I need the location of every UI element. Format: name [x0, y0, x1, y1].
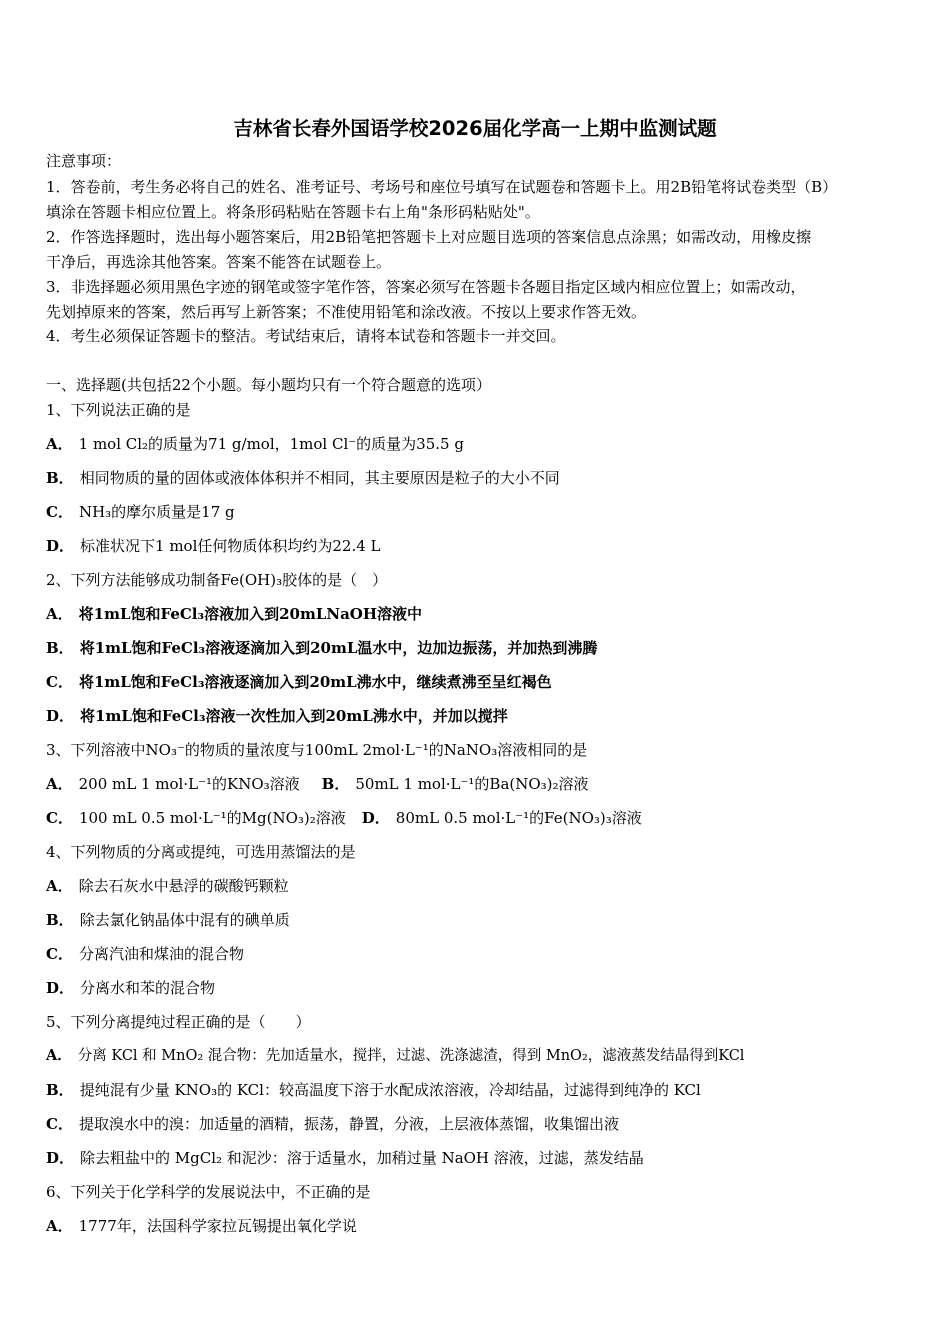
option-label: B． — [46, 639, 74, 657]
question-stem: 3、下列溶液中NO₃⁻的物质的量浓度与100mL 2mol·L⁻¹的NaNO₃溶液相同的是 — [46, 741, 588, 759]
option-text: 将1mL饱和FeCl₃溶液逐滴加入到20mL温水中，边加边振荡，并加热到沸腾 — [79, 639, 598, 657]
option-line — [46, 910, 290, 930]
notice-line: 2．作答选择题时，选出每小题答案后，用2B铅笔把答题卡上对应题目选项的答案信息点涂黑；如需改动，用橡皮擦 — [46, 228, 812, 246]
option-text: 提纯混有少量 KNO₃的 KCl：较高温度下溶于水配成浓溶液，冷却结晶，过滤得到纯净的 KCl — [79, 1081, 701, 1099]
option-label: A． — [46, 877, 73, 895]
option-line — [46, 978, 215, 998]
question-stem: 5、下列分离提纯过程正确的是（ ） — [46, 1013, 311, 1031]
option-line — [46, 944, 244, 964]
option-text: 50mL 1 mol·L⁻¹的Ba(NO₃)₂溶液 — [355, 775, 589, 793]
question-stem: 4、下列物质的分离或提纯，可选用蒸馏法的是 — [46, 843, 356, 861]
question-stem: 6、下列关于化学科学的发展说法中，不正确的是 — [46, 1183, 371, 1201]
option-label: D． — [46, 1149, 75, 1167]
option-line — [46, 1216, 357, 1236]
option-label: B． — [46, 469, 74, 487]
document-title: 吉林省长春外国语学校2026届化学高一上期中监测试题 — [233, 117, 717, 140]
option-line — [46, 774, 589, 794]
option-label: C． — [46, 503, 73, 521]
option-label: D． — [46, 707, 75, 725]
option-text: 80mL 0.5 mol·L⁻¹的Fe(NO₃)₃溶液 — [395, 809, 642, 827]
option-line — [46, 1046, 744, 1066]
option-text: 除去石灰水中悬浮的碳酸钙颗粒 — [78, 877, 289, 895]
option-label: D． — [46, 537, 75, 555]
option-label: C． — [46, 945, 73, 963]
option-label: B． — [46, 911, 74, 929]
option-text: 1 mol Cl₂的质量为71 g/mol，1mol Cl⁻的质量为35.5 g — [78, 435, 464, 453]
option-line — [46, 1080, 701, 1100]
option-text: 分离 KCl 和 MnO₂ 混合物：先加适量水，搅拌，过滤、洗涤滤渣，得到 MnO₂，滤液蒸发结晶得到KCl — [77, 1048, 745, 1064]
option-line — [46, 1114, 619, 1134]
option-line — [46, 876, 289, 896]
option-label: A． — [46, 1047, 72, 1064]
question-stem: 2、下列方法能够成功制备Fe(OH)₃胶体的是（ ） — [46, 571, 388, 589]
option-label: B． — [46, 1081, 74, 1099]
option-label: B． — [321, 775, 350, 793]
option-label: A． — [46, 435, 73, 453]
option-text: 100 mL 0.5 mol·L⁻¹的Mg(NO₃)₂溶液 — [78, 809, 346, 827]
option-line — [46, 434, 464, 454]
notice-line: 3．非选择题必须用黑色字迹的钢笔或签字笔作答，答案必须写在答题卡各题目指定区域内相应位置上；如需改动， — [46, 278, 806, 296]
option-line — [46, 808, 642, 828]
notice-line: 1．答卷前，考生务必将自己的姓名、准考证号、考场号和座位号填写在试题卷和答题卡上。用2B铅笔将试卷类型（B） — [46, 178, 838, 196]
option-line — [46, 1148, 644, 1168]
option-text: 分离水和苯的混合物 — [80, 979, 216, 997]
option-line — [46, 536, 381, 556]
option-label: D． — [361, 809, 390, 827]
option-text: NH₃的摩尔质量是17 g — [78, 503, 235, 521]
option-text: 分离汽油和煤油的混合物 — [78, 945, 244, 963]
question-stem: 1、下列说法正确的是 — [46, 401, 191, 419]
option-text: 提取溴水中的溴：加适量的酒精，振荡，静置，分液，上层液体蒸馏，收集馏出液 — [78, 1115, 619, 1133]
option-label: C． — [46, 673, 73, 691]
option-line — [46, 604, 422, 624]
option-text: 除去粗盐中的 MgCl₂ 和泥沙：溶于适量水，加稍过量 NaOH 溶液，过滤，蒸发结晶 — [80, 1149, 644, 1167]
option-text: 1777年，法国科学家拉瓦锡提出氧化学说 — [78, 1217, 357, 1235]
option-text: 除去氯化钠晶体中混有的碘单质 — [79, 911, 290, 929]
notice-heading: 注意事项： — [46, 152, 122, 170]
option-label: C． — [46, 809, 73, 827]
option-text: 200 mL 1 mol·L⁻¹的KNO₃溶液 — [78, 775, 300, 793]
option-line — [46, 502, 235, 522]
option-text: 标准状况下1 mol任何物质体积均约为22.4 L — [80, 537, 381, 555]
notice-line: 4．考生必须保证答题卡的整洁。考试结束后，请将本试卷和答题卡一并交回。 — [46, 327, 566, 345]
section-heading: 一、选择题(共包括22个小题。每小题均只有一个符合题意的选项） — [46, 376, 491, 394]
option-label: D． — [46, 979, 75, 997]
option-label: A． — [46, 605, 73, 623]
option-line — [46, 468, 560, 488]
option-line — [46, 672, 552, 692]
notice-line: 填涂在答题卡相应位置上。将条形码粘贴在答题卡右上角"条形码粘贴处"。 — [46, 203, 540, 221]
option-line — [46, 638, 597, 658]
option-text: 相同物质的量的固体或液体体积并不相同，其主要原因是粒子的大小不同 — [79, 469, 560, 487]
option-label: A． — [46, 1217, 73, 1235]
option-label: A． — [46, 775, 73, 793]
option-text: 将1mL饱和FeCl₃溶液加入到20mLNaOH溶液中 — [78, 605, 423, 623]
notice-line: 先划掉原来的答案，然后再写上新答案；不准使用铅笔和涂改液。不按以上要求作答无效。 — [46, 303, 647, 321]
option-text: 将1mL饱和FeCl₃溶液一次性加入到20mL沸水中，并加以搅拌 — [80, 707, 508, 725]
option-line — [46, 706, 508, 726]
option-text: 将1mL饱和FeCl₃溶液逐滴加入到20mL沸水中，继续煮沸至呈红褐色 — [78, 673, 552, 691]
option-label: C． — [46, 1115, 73, 1133]
notice-line: 干净后，再选涂其他答案。答案不能答在试题卷上。 — [46, 253, 392, 271]
